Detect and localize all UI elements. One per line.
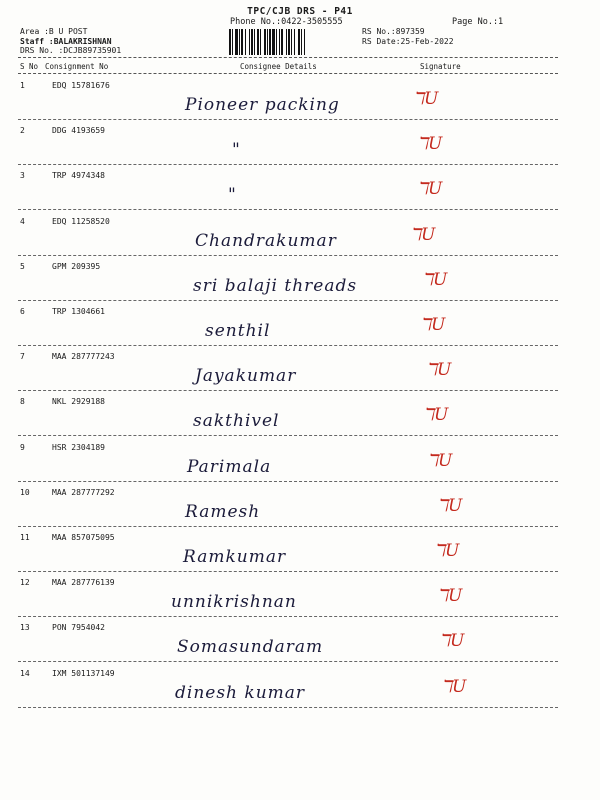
table-row — [0, 623, 600, 666]
row-signature: ℸU — [420, 315, 446, 335]
row-consignee-handwritten: senthil — [205, 321, 271, 341]
table-row — [0, 352, 600, 395]
row-consignment-number: TRP 1304661 — [52, 307, 105, 316]
row-consignment-number: HSR 2304189 — [52, 442, 105, 452]
table-row — [0, 443, 600, 486]
row-consignee-handwritten: " — [232, 140, 241, 161]
row-consignee-handwritten: " — [228, 185, 237, 206]
table-row — [0, 262, 600, 305]
rs-number: RS No.:897359 — [362, 27, 425, 36]
row-consignee-handwritten: dinesh kumar — [175, 682, 306, 703]
row-signature: ℸU — [417, 179, 443, 200]
header-right-block — [362, 27, 454, 46]
row-divider — [18, 571, 558, 572]
row-serial-number: 12 — [20, 578, 30, 588]
row-serial-number: 1 — [20, 81, 25, 90]
row-consignee-handwritten: Pioneer packing — [185, 95, 340, 115]
row-signature: ℸU — [437, 495, 463, 516]
row-consignee-handwritten: sakthivel — [193, 411, 280, 432]
row-consignee-handwritten: sri balaji threads — [193, 275, 358, 296]
header-left-block — [20, 27, 121, 56]
header-divider-top — [18, 57, 558, 58]
staff-label: Staff :BALAKRISHNAN — [20, 36, 112, 46]
barcode — [229, 29, 350, 55]
row-consignment-number: EDQ 11258520 — [52, 216, 110, 226]
table-row — [0, 533, 600, 576]
row-consignment-number: PON 7954042 — [52, 623, 105, 633]
table-row — [0, 217, 600, 260]
row-signature: ℸU — [439, 631, 465, 652]
row-consignment-number: EDQ 15781676 — [52, 81, 110, 90]
table-row — [0, 307, 600, 350]
row-signature: ℸU — [417, 134, 443, 155]
row-serial-number: 7 — [20, 352, 25, 362]
row-divider — [18, 616, 558, 617]
row-consignee-handwritten: Jayakumar — [195, 366, 297, 387]
row-consignee-handwritten: Ramkumar — [183, 547, 287, 567]
row-consignment-number: MAA 287777243 — [52, 352, 115, 362]
row-signature: ℸU — [410, 224, 436, 245]
row-divider — [18, 255, 558, 256]
row-signature: ℸU — [423, 405, 449, 426]
row-consignment-number: MAA 857075095 — [52, 533, 115, 542]
phone-number: Phone No.:0422-3505555 — [230, 17, 343, 27]
col-consignee: Consignee Details — [240, 62, 317, 71]
row-consignment-number: MAA 287777292 — [52, 487, 115, 497]
row-divider — [18, 300, 558, 301]
row-signature: ℸU — [413, 89, 439, 109]
row-consignee-handwritten: Parimala — [187, 456, 272, 477]
row-divider — [18, 481, 558, 482]
row-signature: ℸU — [426, 360, 452, 381]
row-serial-number: 13 — [20, 623, 30, 633]
row-consignee-handwritten: Somasundaram — [177, 637, 324, 658]
row-serial-number: 6 — [20, 307, 25, 316]
row-consignment-number: DDG 4193659 — [52, 126, 105, 136]
table-row — [0, 81, 600, 124]
row-signature: ℸU — [434, 541, 460, 561]
table-row — [0, 578, 600, 621]
row-serial-number: 11 — [20, 533, 30, 542]
row-consignee-handwritten: Ramesh — [185, 501, 261, 522]
row-consignment-number: GPM 209395 — [52, 261, 101, 271]
table-row — [0, 126, 600, 169]
table-row — [0, 669, 600, 712]
header-divider-bottom — [18, 73, 558, 74]
row-divider — [18, 390, 558, 391]
row-signature: ℸU — [441, 676, 467, 697]
row-serial-number: 14 — [20, 668, 30, 678]
row-divider — [18, 526, 558, 527]
col-signature: Signature — [420, 62, 461, 71]
rs-date: RS Date:25-Feb-2022 — [362, 36, 454, 46]
row-divider — [18, 707, 558, 708]
row-divider — [18, 209, 558, 210]
row-serial-number: 2 — [20, 126, 25, 136]
row-consignment-number: MAA 287776139 — [52, 578, 115, 588]
table-row — [0, 171, 600, 214]
row-divider — [18, 119, 558, 120]
row-serial-number: 8 — [20, 397, 25, 407]
row-consignment-number: TRP 4974348 — [52, 171, 105, 181]
row-divider — [18, 164, 558, 165]
col-consignment: Consignment No — [45, 62, 109, 71]
row-serial-number: 9 — [20, 442, 25, 452]
row-divider — [18, 661, 558, 662]
row-consignee-handwritten: Chandrakumar — [195, 230, 337, 251]
row-divider — [18, 435, 558, 436]
row-serial-number: 5 — [20, 261, 25, 271]
row-serial-number: 3 — [20, 171, 25, 181]
row-signature: ℸU — [437, 586, 463, 607]
table-row — [0, 488, 600, 531]
row-consignee-handwritten: unnikrishnan — [171, 592, 297, 613]
row-divider — [18, 345, 558, 346]
row-serial-number: 4 — [20, 216, 25, 226]
col-sno: S No — [20, 62, 39, 71]
table-row — [0, 397, 600, 440]
row-serial-number: 10 — [20, 487, 30, 497]
row-consignment-number: NKL 2929188 — [52, 397, 105, 407]
row-consignment-number: IXM 501137149 — [52, 668, 115, 678]
row-signature: ℸU — [422, 269, 448, 290]
sheet-title: TPC/CJB DRS - P41 — [247, 6, 353, 17]
row-signature: ℸU — [427, 450, 453, 471]
page-number: Page No.:1 — [452, 17, 504, 27]
area-label: Area :B U POST — [20, 27, 88, 36]
drs-number: DRS No. :DCJB89735901 — [20, 46, 122, 55]
